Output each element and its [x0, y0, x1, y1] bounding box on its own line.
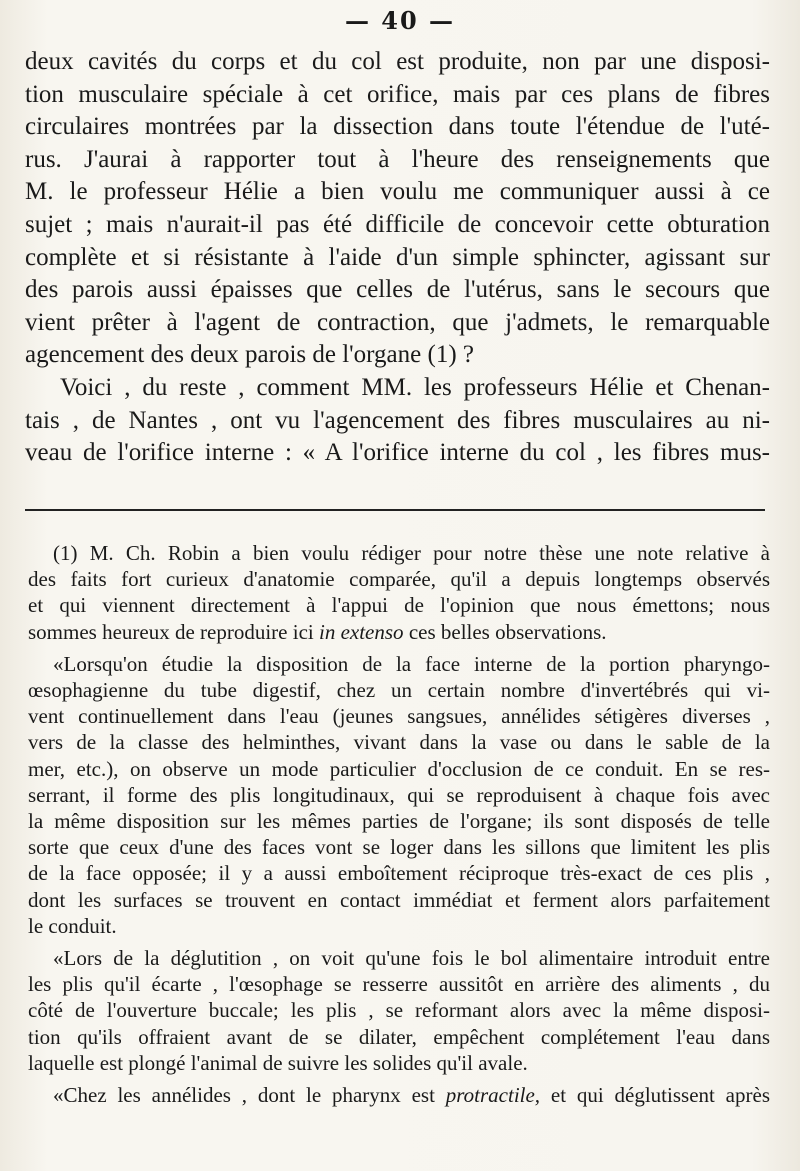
footnote-line: vent continuellement dans l'eau (jeunes sangsues, annélides sétigères diverses ,	[28, 704, 770, 729]
footnote-line: tion qu'ils offraient avant de se dilater, empêchent complétement l'eau dans	[28, 1024, 770, 1049]
footnote-line: et qui viennent directement à l'appui de l'opinion que nous émettons; nous	[28, 593, 770, 618]
footnote-text: sommes heureux de reproduire ici	[28, 619, 319, 644]
text-line: sujet ; mais n'aurait-il pas été difficile de concevoir cette obturation	[25, 210, 770, 238]
text-line: tion musculaire spéciale à cet orifice, mais par ces plans de fibres	[25, 80, 770, 108]
text-line: circulaires montrées par la dissection dans toute l'étendue de l'uté-	[25, 113, 770, 141]
footnote-line: le conduit.	[28, 913, 117, 938]
footnote	[28, 540, 770, 1108]
text-line: vient prêter à l'agent de contraction, que j'admets, le remarquable	[25, 308, 770, 336]
text-line: Voici , du reste , comment MM. les professeurs Hélie et Chenan-	[60, 373, 770, 401]
footnote-line: dont les surfaces se trouvent en contact immédiat et ferment alors parfaitement	[28, 887, 770, 912]
text-line: agencement des deux parois de l'organe (1) ?	[25, 341, 474, 369]
text-line: M. le professeur Hélie a bien voulu me communiquer aussi à ce	[25, 178, 770, 206]
footnote-line: «Lors de la déglutition , on voit qu'une fois le bol alimentaire introduit entre	[53, 946, 770, 971]
footnote-line: les plis qu'il écarte , l'œsophage se resserre aussitôt en arrière des aliments , du	[28, 972, 770, 997]
footnote-line: de la face opposée; il y a aussi emboîtement réciproque très-exact de ces plis ,	[28, 861, 770, 886]
footnote-text: «Chez les annélides , dont le pharynx est	[53, 1083, 446, 1108]
page-number: — 40 —	[344, 6, 456, 35]
footnote-line: des faits fort curieux d'anatomie comparée, qu'il a depuis longtemps observés	[28, 567, 770, 592]
footnote-line: (1) M. Ch. Robin a bien voulu rédiger pour notre thèse une note relative à	[53, 541, 770, 565]
text-line: complète et si résistante à l'aide d'un simple sphincter, agissant sur	[25, 243, 770, 271]
footnote-paragraph-4	[28, 1082, 770, 1108]
emphasized-term: protractile,	[445, 1083, 541, 1108]
footnote-text: ces belles observations.	[403, 619, 607, 644]
footnote-line: la même disposition sur les mêmes parties de l'organe; ils sont disposés de telle	[28, 809, 770, 834]
footnote-line: vers de la classe des helminthes, vivant dans la vase ou dans le sable de la	[28, 730, 770, 755]
text-line: veau de l'orifice interne : « A l'orifice interne du col , les fibres mus-	[25, 439, 770, 467]
footnote-paragraph-1	[28, 540, 770, 645]
text-line: rus. J'aurai à rapporter tout à l'heure des renseignements que	[25, 145, 770, 173]
text-line: tais , de Nantes , ont vu l'agencement des fibres musculaires au ni-	[25, 406, 770, 434]
body-paragraph-2	[25, 372, 770, 470]
latin-phrase: in extenso	[319, 619, 404, 644]
footnote-paragraph-2	[28, 651, 770, 939]
footnote-line: laquelle est plongé l'animal de suivre les solides qu'il avale.	[28, 1050, 528, 1075]
footnote-line	[28, 619, 770, 645]
footnote-line	[28, 1082, 770, 1108]
text-line: des parois aussi épaisses que celles de l'utérus, sans le secours que	[25, 276, 770, 304]
footnote-line: œsophagienne du tube digestif, chez un certain nombre d'invertébrés qui vi-	[28, 678, 770, 703]
main-text	[25, 46, 770, 470]
body-paragraph-1	[25, 46, 770, 372]
footnote-line: «Lorsqu'on étudie la disposition de la face interne de la portion pharyngo-	[53, 651, 770, 676]
text-line: deux cavités du corps et du col est produite, non par une disposi-	[25, 48, 770, 75]
footnote-line: côté de l'ouverture buccale; les plis , se reformant alors avec la même disposi-	[28, 998, 770, 1023]
footnote-separator	[25, 509, 765, 511]
footnote-line: serrant, il forme des plis longitudinaux, qui se reproduisent à chaque fois avec	[28, 782, 770, 807]
footnote-paragraph-3	[28, 945, 770, 1076]
footnote-line: sorte que ceux d'une des faces vont se loger dans les sillons que limitent les plis	[28, 835, 770, 860]
footnote-text: et qui déglutissent après	[540, 1083, 770, 1108]
footnote-line: mer, etc.), on observe un mode particulier d'occlusion de ce conduit. En se res-	[28, 756, 770, 781]
